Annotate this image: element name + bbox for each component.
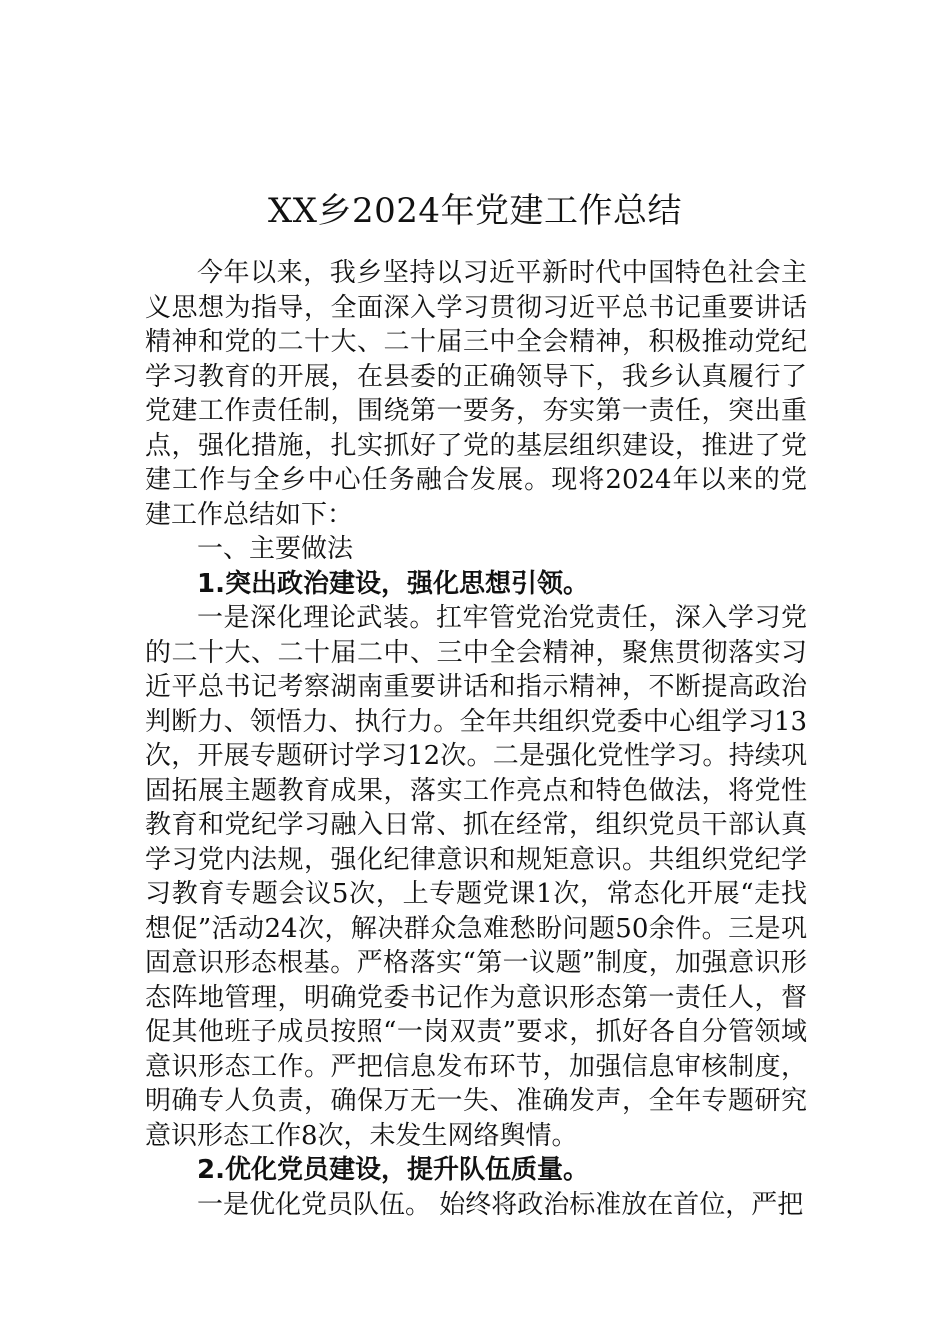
document-body	[145, 256, 807, 1222]
intro-paragraph: 今年以来，我乡坚持以习近平新时代中国特色社会主义思想为指导，全面深入学习贯彻习近平总书记重要讲话精神和党的二十大、二十届三中全会精神，积极推动党纪学习教育的开展，在县委的正确领导下，我乡认真履行了党建工作责任制，围绕第一要务，夯实第一责任，突出重点，强化措施，扎实抓好了党的基层组织建设，推进了党建工作与全乡中心任务融合发展。现将2024年以来的党建工作总结如下：	[145, 258, 807, 530]
member-building-paragraph: 一是优化党员队伍。 始终将政治标准放在首位，严把	[197, 1189, 804, 1220]
subheading-political-building: 1.突出政治建设，强化思想引领。	[197, 568, 589, 599]
political-building-paragraph: 一是深化理论武装。扛牢管党治党责任，深入学习党的二十大、二十届二中、三中全会精神，聚焦贯彻落实习近平总书记考察湖南重要讲话和指示精神，不断提高政治判断力、领悟力、执行力。全年共组织党委中心组学习13次，开展专题研讨学习12次。二是强化党性学习。持续巩固拓展主题教育成果，落实工作亮点和特色做法，将党性教育和党纪学习融入日常、抓在经常，组织党员干部认真学习党内法规，强化纪律意识和规矩意识。共组织党纪学习教育专题会议5次，上专题党课1次，常态化开展“走找想促”活动24次，解决群众急难愁盼问题50余件。三是巩固意识形态根基。严格落实“第一议题”制度，加强意识形态阵地管理，明确党委书记作为意识形态第一责任人，督促其他班子成员按照“一岗双责”要求，抓好各自分管领域意识形态工作。严把信息发布环节，加强信息审核制度，明确专人负责，确保万无一失、准确发声，全年专题研究意识形态工作8次，未发生网络舆情。	[145, 603, 807, 1151]
section-heading-main-practices: 一、主要做法	[197, 534, 354, 564]
subheading-member-building: 2.优化党员建设，提升队伍质量。	[197, 1155, 589, 1185]
document-title: XX乡2024年党建工作总结	[268, 190, 682, 231]
